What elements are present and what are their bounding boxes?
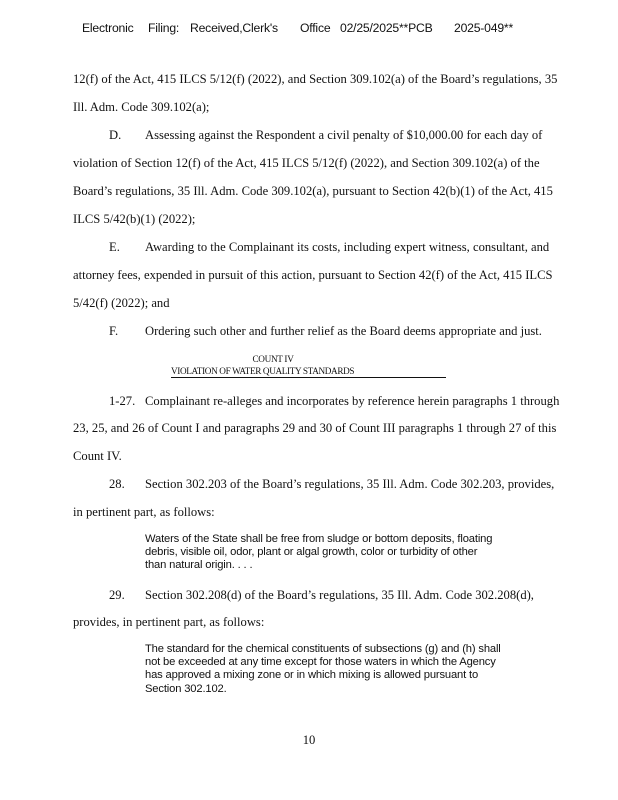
item-f-label: F. [109, 324, 119, 338]
stamp-electronic: Electronic [82, 21, 134, 35]
block-quote-302-203 [145, 533, 545, 573]
c-continuation-line-2: Ill. Adm. Code 309.102(a); [73, 100, 210, 114]
quote-line: has approved a mixing zone or in which mixing is allowed pursuant to [145, 669, 479, 682]
para-29-number: 29. [109, 588, 125, 602]
c-continuation-line-1: 12(f) of the Act, 415 ILCS 5/12(f) (2022), and Section 309.102(a) of the Board’s regulations, 35 [73, 72, 558, 86]
item-d-line-3: Board’s regulations, 35 Ill. Adm. Code 309.102(a), pursuant to Section 42(b)(1) of the Act, 415 [73, 184, 553, 198]
para-28-number: 28. [109, 477, 125, 491]
quote-line: The standard for the chemical constituents of subsections (g) and (h) shall [145, 643, 501, 655]
page-number: 10 [302, 733, 316, 747]
item-e-line-2: attorney fees, expended in pursuit of this action, pursuant to Section 42(f) of the Act, 415 ILCS [73, 268, 553, 282]
para-29-line-2: provides, in pertinent part, as follows: [73, 615, 265, 629]
item-e-label: E. [109, 240, 120, 254]
stamp-date: 02/25/2025**PCB [340, 21, 433, 35]
stamp-docket: 2025-049** [454, 21, 513, 35]
quote-line: not be exceeded at any time except for those waters in which the Agency [145, 656, 496, 669]
quote-line: Section 302.102. [145, 682, 227, 695]
item-d-line-4: ILCS 5/42(b)(1) (2022); [73, 212, 196, 226]
para-1-27-number: 1-27. [109, 394, 136, 408]
para-1-27-line-3: Count IV. [73, 449, 122, 463]
quote-line: Waters of the State shall be free from sludge or bottom deposits, floating [145, 533, 493, 545]
quote-line: debris, visible oil, odor, plant or algal growth, color or turbidity of other [145, 546, 478, 559]
para-1-27-line-2: 23, 25, and 26 of Count I and paragraphs 29 and 30 of Count III paragraphs 1 through 27 of this [73, 421, 557, 435]
item-d-line-1: Assessing against the Respondent a civil penalty of $10,000.00 for each day of [145, 128, 543, 142]
stamp-office: Office [300, 21, 331, 35]
count-heading-subtitle: VIOLATION OF WATER QUALITY STANDARDS [171, 366, 446, 378]
para-29-line-1: Section 302.208(d) of the Board’s regulations, 35 Ill. Adm. Code 302.208(d), [145, 588, 534, 602]
count-heading-title: COUNT IV [252, 354, 294, 364]
para-28-line-2: in pertinent part, as follows: [73, 505, 215, 519]
block-quote-302-208 [145, 643, 545, 696]
item-f-line-1: Ordering such other and further relief as the Board deems appropriate and just. [145, 324, 542, 338]
stamp-filing: Filing: [148, 21, 180, 35]
item-e-line-1: Awarding to the Complainant its costs, including expert witness, consultant, and [145, 240, 550, 254]
quote-line: than natural origin. . . . [145, 559, 253, 572]
item-e-line-3: 5/42(f) (2022); and [73, 296, 170, 310]
para-1-27-line-1: Complainant re-alleges and incorporates by reference herein paragraphs 1 through [145, 394, 560, 408]
item-d-line-2: violation of Section 12(f) of the Act, 415 ILCS 5/12(f) (2022), and Section 309.102(a) of the [73, 156, 540, 170]
para-28-line-1: Section 302.203 of the Board’s regulations, 35 Ill. Adm. Code 302.203, provides, [145, 477, 555, 491]
item-d-label: D. [109, 128, 122, 142]
stamp-received: Received,Clerk's [190, 21, 278, 35]
